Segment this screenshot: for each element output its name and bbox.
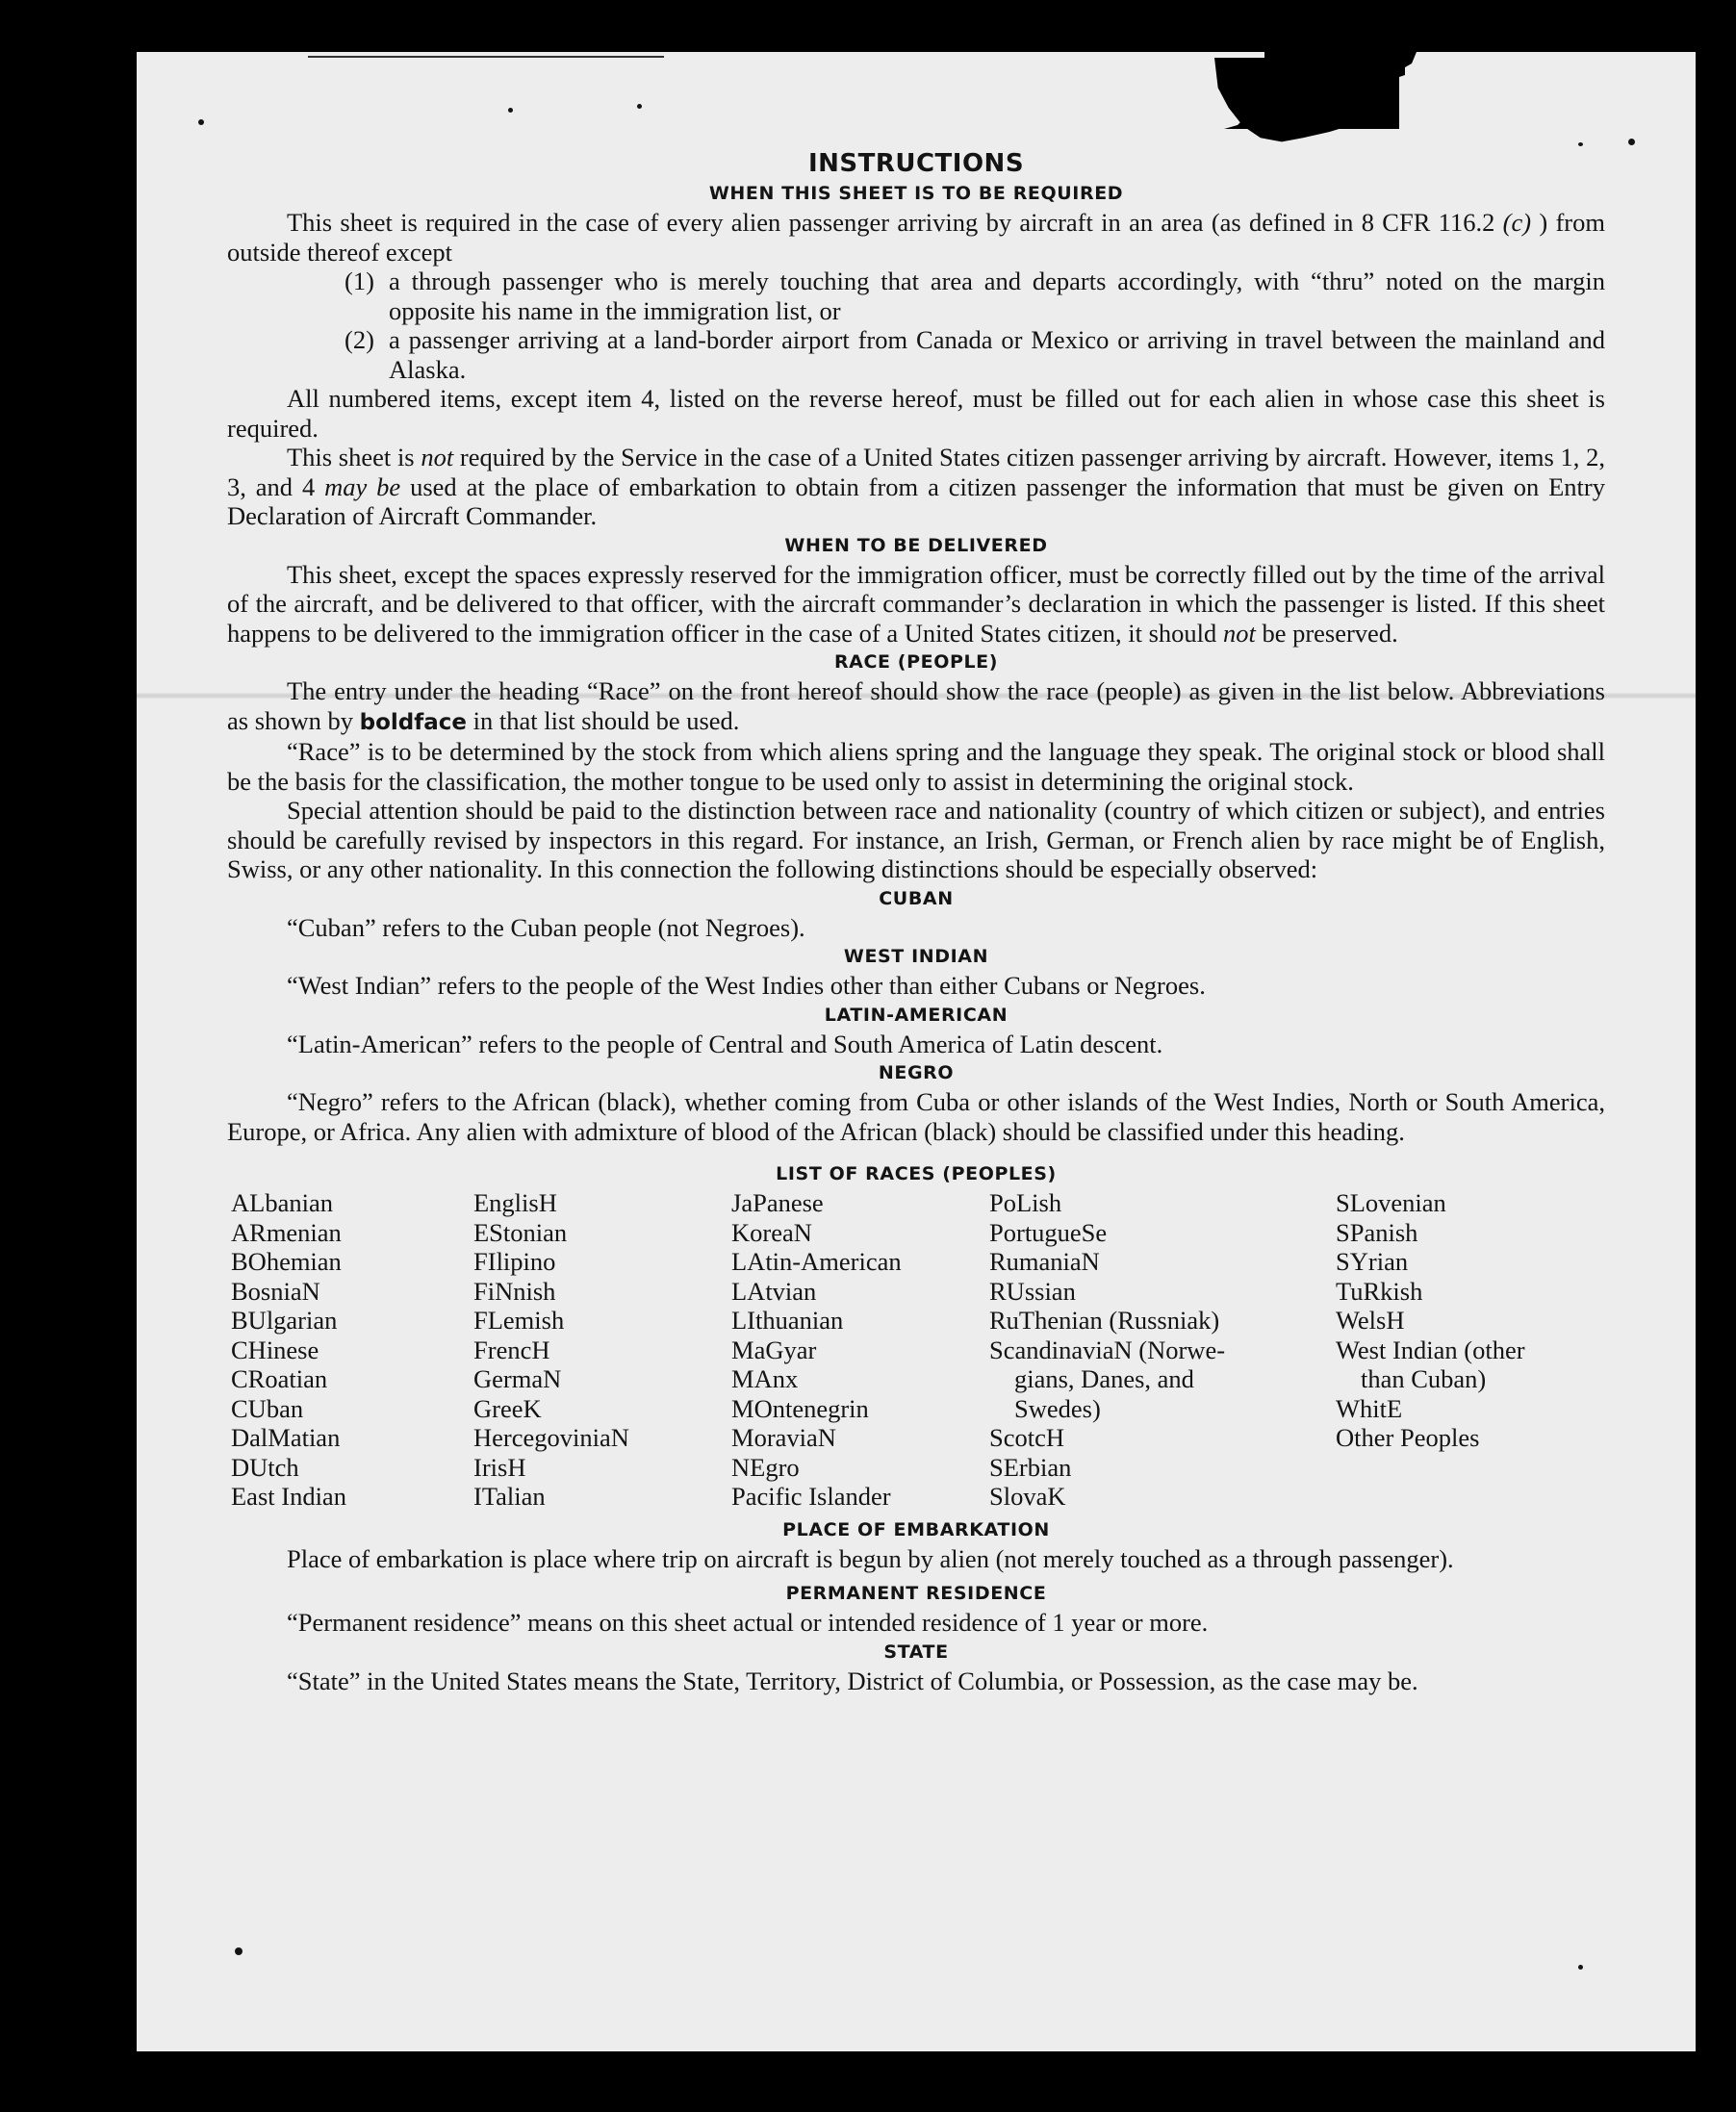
race-entry: Swedes) (1014, 1393, 1101, 1423)
race-entry: MAnx (731, 1364, 799, 1393)
race-entry: HercegoviniaN (473, 1423, 629, 1452)
speck (1578, 142, 1583, 146)
race-entry: GermaN (473, 1364, 562, 1393)
race-entry: BosniaN (231, 1276, 320, 1306)
section-heading-required: WHEN THIS SHEET IS TO BE REQUIRED (708, 183, 1124, 204)
race-entry: MoraviaN (731, 1423, 836, 1452)
race-entry: RuThenian (Russniak) (989, 1306, 1220, 1335)
race-entry: ALbanian (231, 1188, 333, 1217)
exception-list (345, 267, 1605, 384)
race-entry: CHinese (231, 1335, 319, 1364)
race-entry: WelsH (1336, 1306, 1405, 1335)
race-entry: CRoatian (231, 1364, 328, 1393)
required-para-2: All numbered items, except item 4, listed on the reverse hereof, must be filled out for each alien in whose case this sheet is required. (227, 384, 1605, 443)
race-entry: TuRkish (1336, 1276, 1423, 1306)
races-column-2 (473, 1188, 731, 1512)
section-heading-state: STATE (883, 1641, 949, 1663)
race-entry: GreeK (473, 1393, 542, 1423)
race-entry: EnglisH (473, 1188, 557, 1217)
race-entry: DUtch (231, 1452, 299, 1482)
section-heading-race: RACE (PEOPLE) (833, 651, 999, 673)
section-heading-west-indian: WEST INDIAN (843, 946, 989, 967)
races-column-5 (1336, 1188, 1615, 1512)
race-entry: SLovenian (1336, 1188, 1446, 1217)
race-entry: LIthuanian (731, 1306, 844, 1335)
race-entry: ITalian (473, 1482, 546, 1511)
speck (637, 104, 642, 109)
speck (198, 119, 204, 125)
race-entry: KoreaN (731, 1217, 812, 1247)
speck (1628, 139, 1635, 145)
section-heading-latin-american: LATIN-AMERICAN (824, 1004, 1008, 1026)
race-entry: SlovaK (989, 1482, 1066, 1511)
race-entry: SPanish (1336, 1217, 1418, 1247)
west-indian-para: “West Indian” refers to the people of the West Indies other than either Cubans or Negroes. (287, 971, 1206, 1000)
race-entry: West Indian (other (1336, 1335, 1525, 1364)
section-heading-residence: PERMANENT RESIDENCE (785, 1583, 1047, 1604)
cuban-para: “Cuban” refers to the Cuban people (not Negroes). (287, 912, 805, 942)
race-entry: than Cuban) (1361, 1364, 1487, 1393)
section-heading-cuban: CUBAN (879, 887, 954, 909)
negro-para: “Negro” refers to the African (black), whether coming from Cuba or other islands of the West Indies, North or South America, Europe, or Africa. Any alien with admixture of blood of the African (black) should be classified under this heading. (227, 1087, 1605, 1146)
list-item: (2) a passenger arriving at a land-border airport from Canada or Mexico or arriving in travel between the mainland and Alaska. (345, 325, 1605, 384)
race-entry: CUban (231, 1393, 304, 1423)
page-title: INSTRUCTIONS (807, 149, 1025, 178)
list-item: (1) a through passenger who is merely touching that area and departs accordingly, with “thru” noted on the margin opposite his name in the immigration list, or (345, 267, 1605, 325)
race-entry: DalMatian (231, 1423, 341, 1452)
race-entry: RumaniaN (989, 1247, 1100, 1276)
perforation-mark (308, 56, 664, 58)
instructions-body (227, 148, 1605, 1695)
race-entry: BOhemian (231, 1247, 342, 1276)
race-entry: PoLish (989, 1188, 1062, 1217)
race-entry: East Indian (231, 1482, 346, 1511)
race-entry: gians, Danes, and (1014, 1364, 1194, 1393)
embarkation-para: Place of embarkation is place where trip on aircraft is begun by alien (not merely touched as a through passenger). (287, 1543, 1454, 1573)
section-heading-races-list: LIST OF RACES (PEOPLES) (776, 1163, 1057, 1184)
race-entry: RUssian (989, 1276, 1076, 1306)
race-entry: EStonian (473, 1217, 568, 1247)
races-column-4 (989, 1188, 1336, 1512)
speck (1578, 1965, 1583, 1970)
state-para: “State” in the United States means the State, Territory, District of Columbia, or Possession, as the case may be. (287, 1666, 1418, 1695)
races-table (231, 1188, 1605, 1512)
races-column-1 (231, 1188, 473, 1512)
race-entry: NEgro (731, 1452, 800, 1482)
race-entry: FiNnish (473, 1276, 556, 1306)
section-heading-embarkation: PLACE OF EMBARKATION (782, 1518, 1050, 1540)
race-para-1: The entry under the heading “Race” on the front hereof should show the race (people) as given in the list below. Abbreviations as shown by boldface in that list should be used. (227, 676, 1605, 735)
residence-para: “Permanent residence” means on this sheet actual or intended residence of 1 year or more. (287, 1608, 1209, 1637)
race-entry: FLemish (473, 1306, 565, 1335)
race-para-2: “Race” is to be determined by the stock from which aliens spring and the language they speak. The original stock or blood shall be the basis for the classification, the mother tongue to be used only to assist in determining the original stock. (227, 737, 1605, 796)
race-entry: IrisH (473, 1452, 526, 1482)
race-entry: SYrian (1336, 1247, 1409, 1276)
race-entry: LAtvian (731, 1276, 817, 1306)
race-entry: WhitE (1336, 1393, 1403, 1423)
race-entry: ScandinaviaN (Norwe- (989, 1335, 1226, 1364)
race-entry: JaPanese (731, 1188, 824, 1217)
section-heading-delivered: WHEN TO BE DELIVERED (784, 534, 1048, 556)
required-para-3: This sheet is not required by the Service in the case of a United States citizen passenger arriving by aircraft. However, items 1, 2, 3, and 4 may be used at the place of embarkation to obtain from a citizen passenger the information that must be given on Entry Declaration of Aircraft Commander. (227, 443, 1605, 530)
race-entry: ARmenian (231, 1217, 342, 1247)
race-entry: Pacific Islander (731, 1482, 891, 1511)
race-entry: ScotcH (989, 1423, 1065, 1452)
race-para-3: Special attention should be paid to the distinction between race and nationality (country of which citizen or subject), and entries should be carefully revised by inspectors in this regard. For instance, an Irish, German, or French alien by race might be of English, Swiss, or any other nationality. In this connection the following distinctions should be especially observed: (227, 796, 1605, 883)
race-entry: Other Peoples (1336, 1423, 1480, 1452)
delivered-para: This sheet, except the spaces expressly reserved for the immigration officer, must be correctly filled out by the time of the arrival of the aircraft, and be delivered to that officer, with the aircraft commander’s declaration in which the passenger is listed. If this sheet happens to be delivered to the immigration officer in the case of a United States citizen, it should not be preserved. (227, 559, 1605, 648)
race-entry: MaGyar (731, 1335, 817, 1364)
section-heading-negro: NEGRO (878, 1062, 955, 1083)
speck (508, 108, 513, 113)
race-entry: SErbian (989, 1452, 1072, 1482)
race-entry: MOntenegrin (731, 1393, 869, 1423)
speck (235, 1947, 243, 1955)
latin-american-para: “Latin-American” refers to the people of Central and South America of Latin descent. (287, 1029, 1163, 1058)
race-entry: LAtin-American (731, 1247, 902, 1276)
races-column-3 (731, 1188, 989, 1512)
race-entry: FrencH (473, 1335, 550, 1364)
race-entry: BUlgarian (231, 1306, 338, 1335)
race-entry: FIlipino (473, 1247, 556, 1276)
race-entry: PortugueSe (989, 1217, 1108, 1247)
required-intro: This sheet is required in the case of every alien passenger arriving by aircraft in an area (as defined in 8 CFR 116.2 (c) ) from outside thereof except (227, 208, 1605, 267)
